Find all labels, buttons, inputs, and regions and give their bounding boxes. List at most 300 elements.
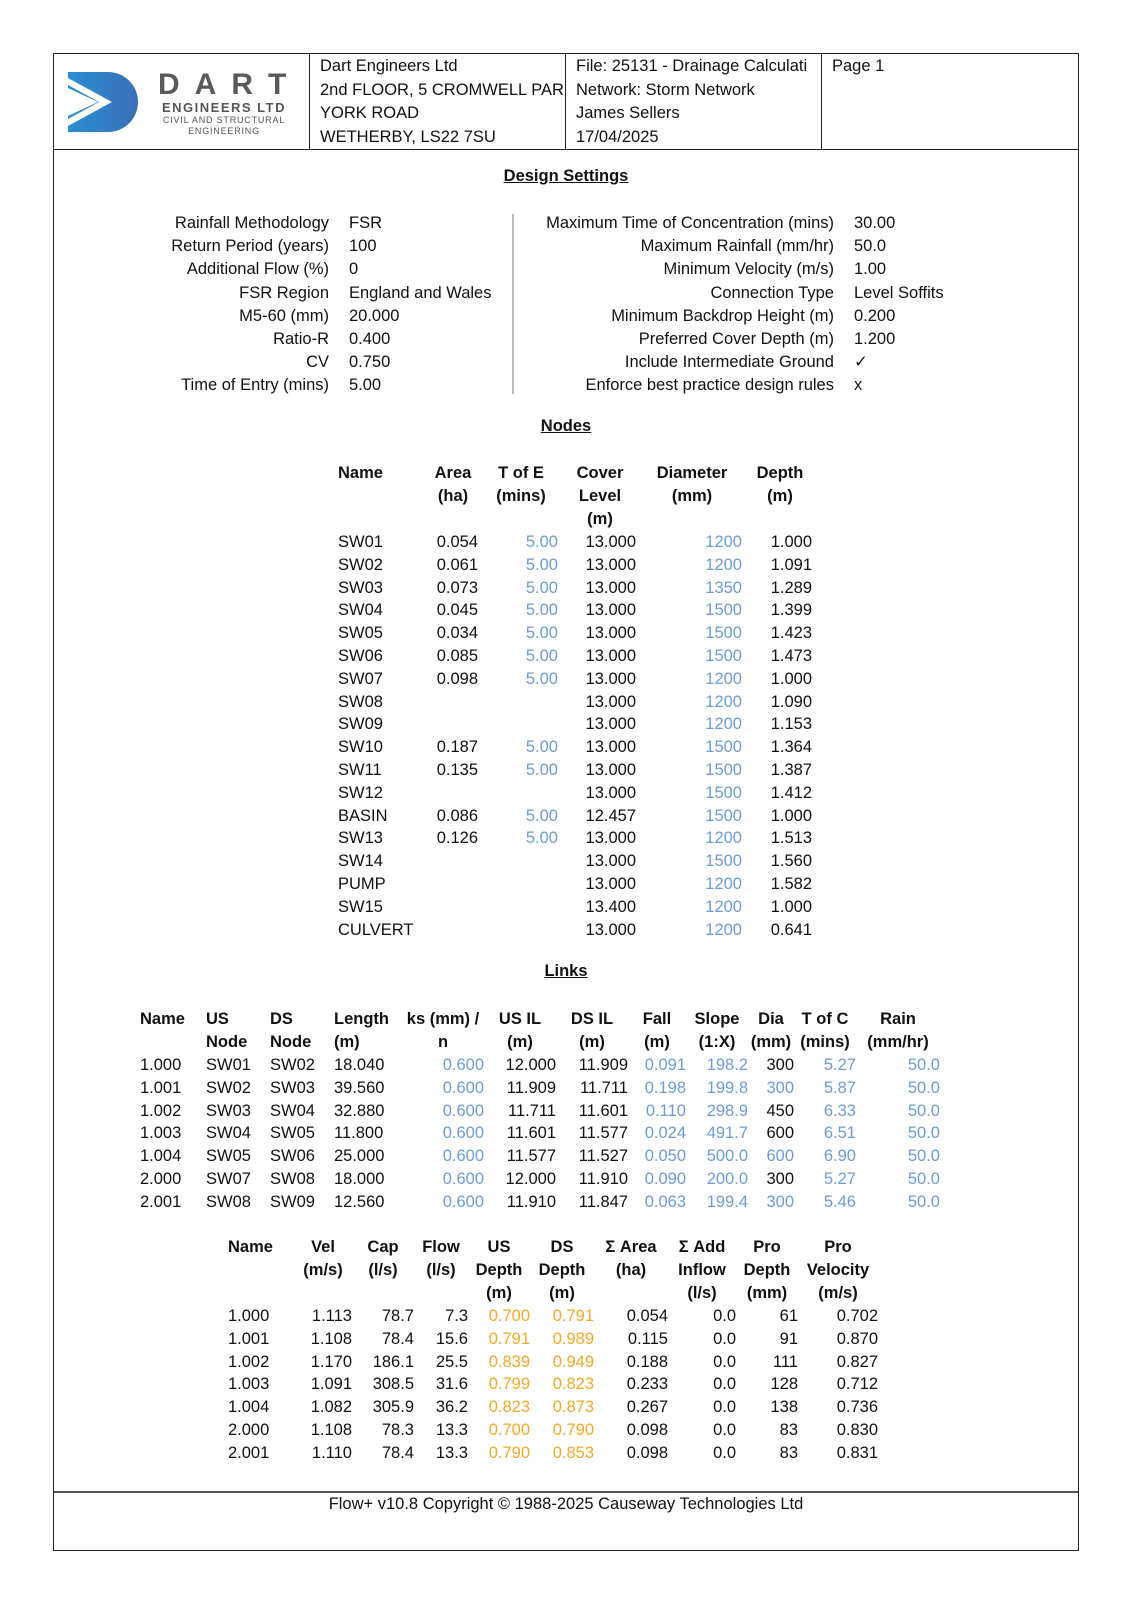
table-cell: 0.823 (552, 1375, 594, 1394)
table-row (338, 531, 812, 554)
table-row (140, 1145, 940, 1168)
column-header (270, 1008, 334, 1054)
table-cell: 0.600 (442, 1124, 484, 1143)
column-header (402, 1008, 484, 1054)
table-cell: 0.0 (713, 1443, 736, 1462)
company-name: Dart Engineers Ltd (320, 57, 458, 75)
column-header-line: (ha) (615, 1261, 647, 1279)
nodes-title: Nodes (540, 417, 592, 435)
table-cell: 0.0 (713, 1329, 736, 1348)
company-address (310, 54, 566, 149)
setting-row (144, 212, 491, 235)
table-cell: 0.0 (713, 1398, 736, 1417)
table-row (338, 668, 812, 691)
table-cell: 11.577 (578, 1124, 628, 1143)
table-cell: 2.001 (140, 1192, 182, 1211)
table-cell: 13.000 (585, 692, 636, 711)
table-cell: 12.457 (585, 806, 636, 825)
table-cell: 0.791 (552, 1307, 594, 1325)
table-row (338, 736, 812, 759)
design-settings-title: Design Settings (503, 167, 629, 185)
table-row (338, 919, 812, 942)
design-settings-right (524, 212, 944, 398)
table-cell: SW05 (270, 1124, 315, 1143)
table-cell: 78.4 (381, 1443, 414, 1462)
table-cell: 5.00 (525, 829, 558, 848)
setting-row (524, 258, 944, 281)
table-cell: 50.0 (907, 1124, 940, 1143)
column-header-line: Node (206, 1033, 248, 1051)
table-row (338, 577, 812, 600)
setting-row (144, 282, 491, 305)
setting-label: Ratio-R (273, 330, 329, 349)
table-row (228, 1442, 878, 1465)
table-cell: 0.600 (442, 1169, 484, 1188)
table-cell: 5.87 (823, 1078, 856, 1097)
column-header-line: Area (434, 464, 472, 482)
setting-row (524, 351, 944, 374)
table-cell: 11.711 (579, 1078, 628, 1097)
table-cell: 0.024 (644, 1124, 686, 1143)
table-cell: 50.0 (907, 1147, 940, 1166)
table-cell: 0.600 (442, 1078, 484, 1097)
nodes-table (338, 462, 812, 941)
setting-row (144, 258, 491, 281)
table-cell: 78.3 (381, 1420, 414, 1439)
setting-value: 0 (349, 260, 359, 279)
table-cell: 5.00 (525, 760, 558, 779)
table-row (140, 1100, 940, 1123)
table-cell: 600 (766, 1124, 794, 1143)
column-header-line: (mm) (671, 487, 713, 505)
logo-subtitle: ENGINEERS LTD (162, 100, 286, 115)
table-cell: 0.233 (626, 1375, 668, 1394)
table-cell (422, 850, 478, 873)
column-header (530, 1236, 594, 1305)
table-cell: 1.000 (770, 533, 812, 551)
table-cell: 0.098 (436, 669, 478, 688)
table-cell: 0.115 (627, 1329, 668, 1348)
setting-label: Rainfall Methodology (174, 214, 329, 232)
table-cell (422, 713, 478, 736)
setting-label: Return Period (years) (171, 237, 329, 256)
table-cell: 0.827 (836, 1352, 878, 1371)
table-cell: 1500 (705, 601, 742, 620)
table-cell: 0.839 (488, 1352, 530, 1371)
table-cell: 1.004 (228, 1398, 270, 1417)
table-cell: SW06 (270, 1147, 315, 1166)
table-cell: 5.00 (525, 669, 558, 688)
setting-row (524, 235, 944, 258)
table-cell: 50.0 (907, 1101, 940, 1120)
table-cell: 0.188 (626, 1352, 668, 1371)
table-cell: 300 (766, 1192, 794, 1211)
table-cell: 15.6 (435, 1329, 468, 1348)
table-cell: 1.387 (770, 760, 812, 779)
table-row (228, 1373, 878, 1396)
table-cell: 1200 (705, 555, 742, 574)
column-header-line: (m) (549, 1284, 575, 1302)
table-cell: 1500 (705, 783, 742, 802)
table-cell: 1.000 (140, 1056, 182, 1074)
table-cell: 1500 (705, 646, 742, 665)
setting-row (524, 374, 944, 397)
column-header-line: (m/s) (303, 1261, 343, 1279)
table-cell: 1.002 (140, 1101, 182, 1120)
setting-label: Maximum Rainfall (mm/hr) (640, 237, 834, 256)
header-row (140, 1008, 940, 1054)
table-cell: 1.399 (770, 601, 812, 620)
table-cell: 5.27 (823, 1169, 856, 1188)
table-cell (478, 850, 558, 873)
setting-value: ✓ (854, 353, 868, 372)
column-header-line: (mm) (750, 1033, 792, 1051)
table-cell: 13.000 (585, 669, 636, 688)
table-cell: SW12 (338, 783, 383, 802)
table-cell: 36.2 (435, 1398, 468, 1417)
table-cell: 2.000 (140, 1169, 182, 1188)
column-header (468, 1236, 530, 1305)
setting-value: 0.750 (349, 353, 391, 372)
table-cell: BASIN (338, 806, 388, 825)
table-row (228, 1419, 878, 1442)
table-cell: 6.51 (823, 1124, 856, 1143)
column-header (422, 462, 478, 531)
table-cell: 12.560 (334, 1192, 385, 1211)
table-cell: 13.000 (585, 783, 636, 802)
table-cell: SW04 (338, 601, 383, 620)
column-header-line: Depth (743, 1261, 791, 1279)
table-cell: SW08 (206, 1192, 251, 1211)
column-header-line: ks (mm) / (406, 1010, 480, 1028)
table-cell (478, 691, 558, 714)
table-cell: 11.577 (506, 1147, 556, 1166)
column-header (798, 1236, 878, 1305)
table-cell: 13.000 (585, 555, 636, 574)
column-header-line: n (437, 1033, 449, 1051)
table-cell: SW06 (338, 646, 383, 665)
table-cell: 1350 (705, 578, 742, 597)
column-header-line: (1:X) (698, 1033, 736, 1051)
table-row (140, 1054, 940, 1077)
table-cell: 39.560 (334, 1078, 385, 1097)
table-cell: 1.423 (770, 624, 812, 643)
table-cell: 199.8 (706, 1078, 748, 1097)
table-cell: 0.873 (552, 1398, 594, 1417)
setting-label: Connection Type (710, 283, 834, 302)
table-cell: SW13 (338, 829, 383, 848)
links-table (140, 1008, 940, 1214)
column-header-line: DS IL (570, 1010, 614, 1028)
table-cell: 78.7 (381, 1307, 414, 1325)
table-cell: 1.000 (228, 1307, 270, 1325)
logo-cell (54, 54, 310, 149)
table-cell: 11.910 (506, 1192, 556, 1211)
table-cell: 500.0 (706, 1147, 748, 1166)
table-cell: 128 (770, 1375, 798, 1394)
table-row (338, 805, 812, 828)
table-cell: 0.110 (645, 1101, 686, 1120)
column-header-line: Rain (880, 1010, 916, 1028)
table-cell: 198.2 (706, 1056, 748, 1074)
table-row (338, 759, 812, 782)
table-row (228, 1396, 878, 1419)
table-cell: 13.000 (585, 624, 636, 643)
table-cell: 1200 (705, 897, 742, 916)
column-header-line: US (487, 1238, 511, 1256)
table-cell: SW04 (206, 1124, 251, 1143)
table-cell: 1.170 (310, 1352, 352, 1371)
table-cell: 13.400 (585, 897, 636, 916)
setting-label: Maximum Time of Concentration (mins) (546, 214, 834, 232)
table-header (338, 462, 812, 531)
column-header-line: (m) (579, 1033, 605, 1051)
page-info (822, 54, 1078, 149)
table-cell: 1200 (705, 669, 742, 688)
table-cell: 0.791 (488, 1329, 530, 1348)
table-cell: 0.641 (770, 920, 812, 939)
table-cell: 0.091 (644, 1056, 686, 1074)
column-header-line: DS (270, 1010, 293, 1028)
column-header (478, 462, 558, 531)
table-row (338, 554, 812, 577)
setting-value: 0.200 (854, 306, 896, 325)
table-cell: 50.0 (907, 1078, 940, 1097)
table-cell: 0.0 (713, 1307, 736, 1325)
column-header (338, 462, 422, 531)
address-line-2: YORK ROAD (320, 104, 420, 122)
table-cell: 0.098 (626, 1443, 668, 1462)
setting-row (144, 328, 491, 351)
table-cell: 0.870 (836, 1329, 878, 1348)
table-row (338, 782, 812, 805)
setting-label: Minimum Velocity (m/s) (663, 260, 834, 279)
table-cell: 0.600 (442, 1101, 484, 1120)
setting-value: Level Soffits (854, 283, 944, 302)
setting-value: 0.400 (349, 330, 391, 349)
column-header-line: Pro (753, 1238, 781, 1256)
table-cell: 1.560 (770, 852, 812, 871)
column-header-line: T of E (498, 464, 544, 482)
table-cell: 13.000 (585, 920, 636, 939)
table-cell: 0.823 (488, 1398, 530, 1417)
table-cell: 5.00 (525, 738, 558, 757)
table-cell: 0.0 (713, 1352, 736, 1371)
table-cell (422, 691, 478, 714)
table-cell: 12.000 (505, 1056, 556, 1074)
table-cell: 0.712 (836, 1375, 878, 1394)
column-header-line: (l/s) (687, 1284, 717, 1302)
table-cell: SW04 (270, 1101, 315, 1120)
setting-value: 1.200 (854, 330, 896, 349)
table-cell: 1500 (705, 738, 742, 757)
setting-value: 50.0 (854, 237, 887, 256)
author: James Sellers (576, 104, 680, 122)
column-header (636, 462, 742, 531)
table-cell: 0.989 (552, 1329, 594, 1348)
table-cell: 1.153 (770, 715, 812, 734)
column-header (594, 1236, 668, 1305)
table-cell: 0.799 (488, 1375, 530, 1394)
table-header (228, 1236, 878, 1305)
table-cell: 1.091 (770, 555, 812, 574)
table-cell: 0.736 (836, 1398, 878, 1417)
table-cell: 11.910 (578, 1169, 628, 1188)
column-header-line: (m) (644, 1033, 670, 1051)
table-cell: SW02 (270, 1056, 315, 1074)
setting-label: Minimum Backdrop Height (m) (611, 306, 834, 325)
column-header (736, 1236, 798, 1305)
setting-value: England and Wales (349, 283, 492, 302)
table-cell: SW03 (270, 1078, 315, 1097)
table-row (140, 1191, 940, 1214)
setting-label: Enforce best practice design rules (585, 376, 834, 395)
table-cell: 83 (779, 1443, 798, 1462)
table-cell (422, 896, 478, 919)
file-name: File: 25131 - Drainage Calculati (576, 57, 808, 75)
column-header-line: Level (578, 487, 622, 505)
table-cell: SW03 (338, 578, 383, 597)
table-cell: 13.3 (435, 1443, 468, 1462)
table-cell: 5.00 (525, 624, 558, 643)
column-header-line: Σ Add (678, 1238, 726, 1256)
table-cell: SW05 (338, 624, 383, 643)
table-cell: 11.909 (506, 1078, 556, 1097)
column-header-line: Depth (538, 1261, 586, 1279)
table-cell: 1200 (705, 874, 742, 893)
table-cell: 199.4 (706, 1192, 748, 1211)
column-header (794, 1008, 856, 1054)
column-header-line: Cover (576, 464, 624, 482)
column-header (228, 1236, 294, 1305)
column-header-line: (m) (334, 1033, 360, 1051)
table-cell: SW02 (206, 1078, 251, 1097)
column-header-line: (m) (767, 487, 793, 505)
column-header-line: (m/s) (818, 1284, 858, 1302)
table-cell (478, 919, 558, 942)
column-header-line: Pro (824, 1238, 852, 1256)
column-header-line: (mm) (746, 1284, 788, 1302)
table-cell: SW08 (338, 692, 383, 711)
table-cell: 0.949 (552, 1352, 594, 1371)
table-cell: 5.00 (525, 555, 558, 574)
table-row (338, 622, 812, 645)
setting-row (524, 328, 944, 351)
table-cell: 50.0 (907, 1192, 940, 1211)
table-cell: 5.00 (525, 578, 558, 597)
table-cell: 7.3 (445, 1307, 468, 1325)
table-cell: 13.000 (585, 760, 636, 779)
table-row (140, 1077, 940, 1100)
table-cell: 1200 (705, 829, 742, 848)
table-cell: 1.473 (770, 646, 812, 665)
column-header-line: Depth (756, 464, 804, 482)
table-cell (422, 782, 478, 805)
setting-label: CV (306, 353, 329, 372)
table-cell: 11.601 (506, 1124, 556, 1143)
table-cell: 1200 (705, 692, 742, 711)
logo-name: DART (158, 68, 302, 101)
table-cell: SW10 (338, 738, 383, 757)
setting-value: x (854, 376, 863, 395)
column-header-line: Slope (694, 1010, 740, 1028)
table-cell: 0.050 (644, 1147, 686, 1166)
table-row (228, 1328, 878, 1351)
table-cell: 1.108 (310, 1420, 352, 1439)
column-header (352, 1236, 414, 1305)
report-date: 17/04/2025 (576, 127, 659, 146)
table-cell: 0.135 (436, 760, 478, 779)
table-cell: 300 (766, 1078, 794, 1097)
column-header-line: (m) (486, 1284, 512, 1302)
table-cell: 1200 (705, 533, 742, 551)
table-cell: 1200 (705, 715, 742, 734)
table-cell: 0.098 (626, 1420, 668, 1439)
column-header-line: Flow (422, 1238, 460, 1256)
setting-value: 100 (349, 237, 377, 256)
column-header-line: US IL (498, 1010, 542, 1028)
column-header-line: (l/s) (368, 1261, 398, 1279)
setting-label: Additional Flow (%) (186, 260, 329, 279)
table-cell: 111 (772, 1352, 798, 1371)
column-header-line: (m) (507, 1033, 533, 1051)
table-cell: 11.527 (578, 1147, 628, 1166)
table-row (338, 691, 812, 714)
table-cell: 32.880 (334, 1101, 385, 1120)
table-cell: 0.054 (436, 533, 478, 551)
table-cell: 0.073 (436, 578, 478, 597)
setting-value: FSR (349, 214, 382, 232)
table-cell: 1500 (705, 852, 742, 871)
table-cell: 450 (766, 1101, 794, 1120)
table-cell: PUMP (338, 874, 386, 893)
report-header (54, 54, 1078, 150)
column-header-line: DS (550, 1238, 574, 1256)
table-cell: 0.054 (626, 1307, 668, 1325)
table-cell: 0.790 (552, 1420, 594, 1439)
table-cell: 6.90 (823, 1147, 856, 1166)
setting-row (144, 351, 491, 374)
setting-row (524, 305, 944, 328)
table-cell: 11.847 (578, 1192, 628, 1211)
table-cell: SW09 (338, 715, 383, 734)
address-line-3: WETHERBY, LS22 7SU (320, 127, 496, 146)
table-cell: 491.7 (706, 1124, 748, 1143)
company-logo (68, 68, 300, 136)
report-page (53, 53, 1079, 1551)
table-cell: 1.003 (228, 1375, 270, 1394)
table-cell: 1.001 (228, 1329, 270, 1348)
table-row (338, 599, 812, 622)
table-cell: 25.000 (334, 1147, 385, 1166)
table-cell: 0.600 (442, 1147, 484, 1166)
footer-copyright: Flow+ v10.8 Copyright © 1988-2025 Causeway Technologies Ltd (328, 1495, 804, 1513)
table-cell: SW03 (206, 1101, 251, 1120)
table-cell: 1.364 (770, 738, 812, 757)
table-row (140, 1168, 940, 1191)
logo-tagline-1: CIVIL AND STRUCTURAL (162, 115, 286, 125)
table-cell: 0.045 (436, 601, 478, 620)
column-header-line: (mins) (800, 1033, 850, 1051)
column-header-line: T of C (801, 1010, 849, 1028)
table-cell: 5.00 (525, 533, 558, 551)
column-header-line: Cap (367, 1238, 399, 1256)
column-header-line: Inflow (678, 1261, 726, 1279)
table-cell (422, 919, 478, 942)
table-cell: 0.063 (644, 1192, 686, 1211)
table-cell: 13.000 (585, 533, 636, 551)
setting-row (144, 305, 491, 328)
